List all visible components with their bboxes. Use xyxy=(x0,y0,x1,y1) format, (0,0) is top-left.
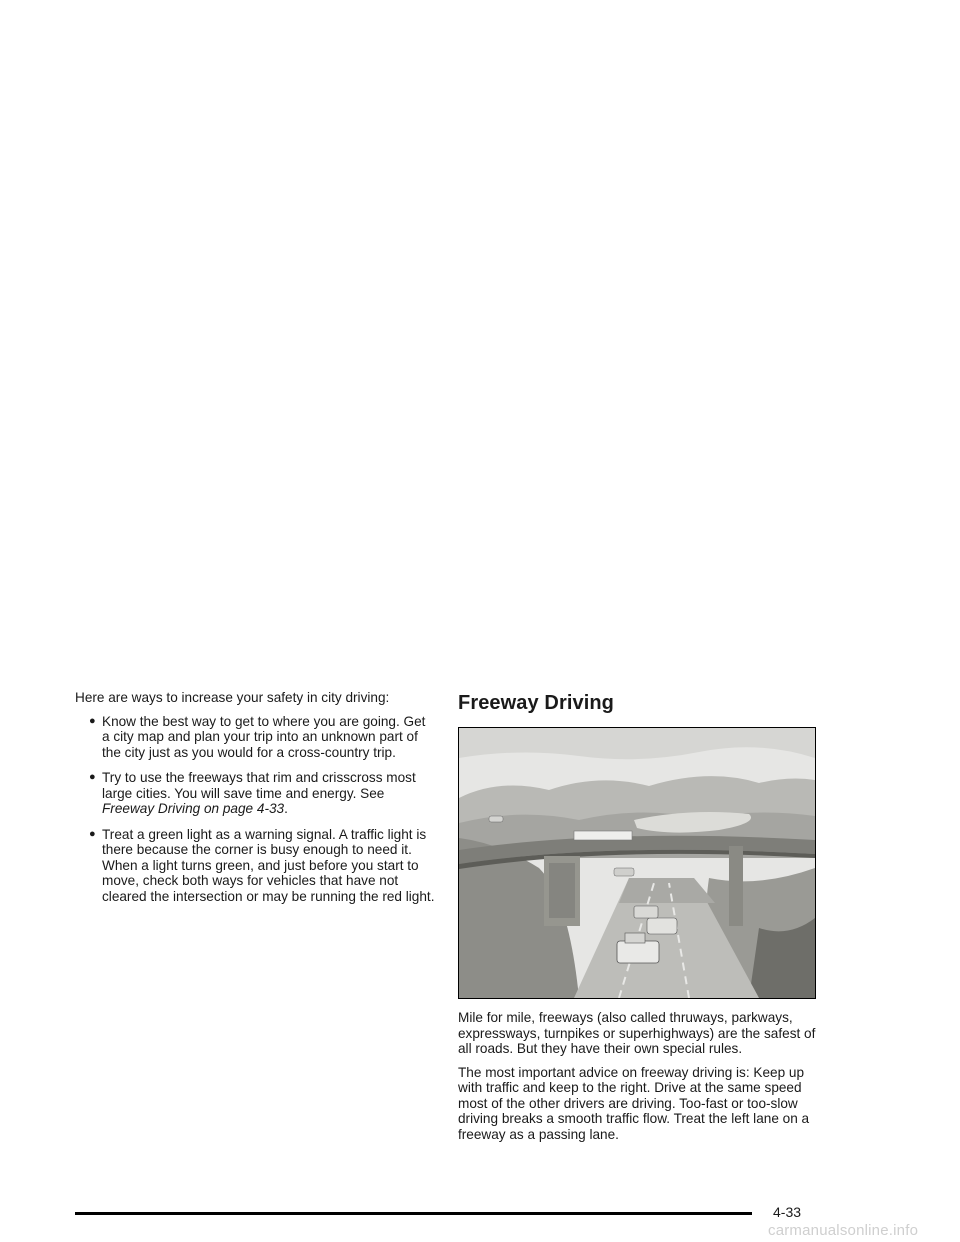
freeway-scene-image xyxy=(459,728,815,998)
section-heading: Freeway Driving xyxy=(458,692,615,714)
bullet-text: Treat a green light as a warning signal. A traffic light is there because the corner is busy enough to need it. When a light turns green, and just before you start to move, check both ways for vehicles that have not cleared the intersection or may be running the red light. xyxy=(102,826,435,904)
bullet-text: Know the best way to get to where you are going. Get a city map and plan your trip into an unknown part of the city just as you would for a cross-country trip. xyxy=(102,713,426,760)
freeway-advice-paragraph: The most important advice on freeway driving is: Keep up with traffic and keep to the right. Drive at the same speed most of the other drivers are driving. Too-fast or too-slow driving breaks a smooth traffic flow. Treat the left lane on a freeway as a passing lane. xyxy=(458,1064,810,1142)
bullet-icon: ● xyxy=(89,714,96,727)
bullet-text-end: . xyxy=(284,801,288,816)
list-item xyxy=(75,714,435,761)
list-item xyxy=(75,770,435,817)
city-driving-tips xyxy=(75,714,435,905)
freeway-safety-paragraph: Mile for mile, freeways (also called thruways, parkways, expressways, turnpikes or superhighways) are the safest of all roads. But they have their own special rules. xyxy=(458,1010,816,1056)
freeway-illustration xyxy=(458,727,816,999)
list-item xyxy=(75,827,435,905)
watermark: carmanualsonline.info xyxy=(768,1222,919,1239)
freeway-driving-link[interactable]: Freeway Driving on page 4-33 xyxy=(102,801,285,816)
left-column xyxy=(75,690,435,914)
bullet-text: Try to use the freeways that rim and crisscross most large cities. You will save time and energy. See xyxy=(102,770,416,801)
intro-text: Here are ways to increase your safety in city driving: xyxy=(75,690,390,705)
right-column xyxy=(458,690,820,1150)
bullet-icon: ● xyxy=(89,827,96,840)
page-number: 4-33 xyxy=(773,1204,802,1220)
bullet-icon: ● xyxy=(89,771,96,783)
footer-divider xyxy=(75,1212,752,1215)
